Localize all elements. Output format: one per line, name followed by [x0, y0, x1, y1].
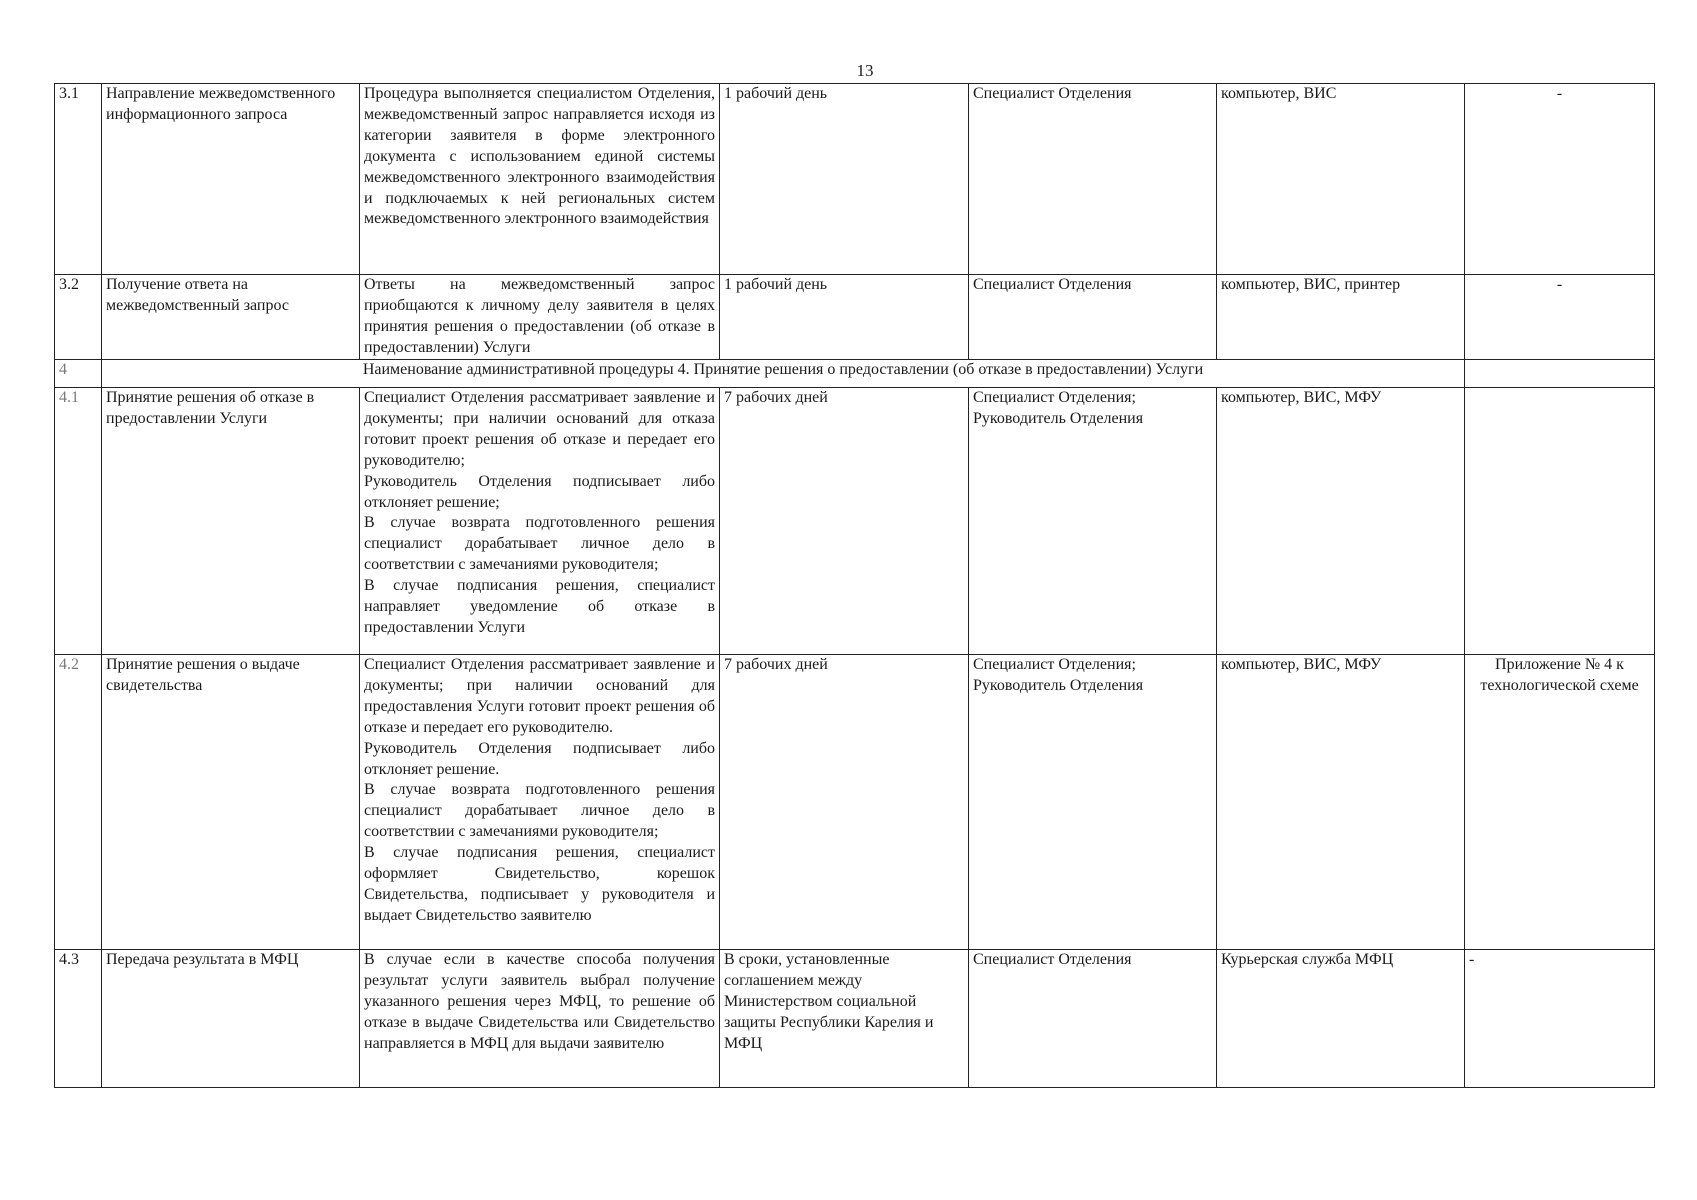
description-paragraph: Процедура выполняется специалистом Отделения, межведомственный запрос направляется исходя из категории заявителя в форме электронного документа с использованием единой системы межведомственного электронного взаимодействия и подключаемых к ней региональных систем межведомственного электронного взаимодействия — [364, 85, 715, 228]
table-row — [55, 275, 1655, 360]
procedure-name: Принятие решения о выдаче свидетельства — [102, 655, 360, 950]
row-number: 4.1 — [55, 388, 102, 655]
description-paragraph: В случае возврата подготовленного решения специалист дорабатывает личное дело в соответствии с замечаниями руководителя; — [364, 514, 715, 574]
row-number: 4.3 — [55, 950, 102, 1088]
section-header: Наименование административной процедуры 4. Принятие решения о предоставлении (об отказе в предоставлении) Услуги — [102, 360, 1465, 388]
procedure-documents: - — [1465, 950, 1655, 1088]
description-paragraph: Руководитель Отделения подписывает либо отклоняет решение; — [364, 472, 715, 511]
empty-cell — [1465, 360, 1655, 388]
procedure-description — [360, 84, 720, 275]
section-header-row — [55, 360, 1655, 388]
table-row — [55, 84, 1655, 275]
row-number: 3.1 — [55, 84, 102, 275]
procedure-table — [54, 83, 1655, 1088]
procedure-documents: - — [1465, 84, 1655, 275]
procedure-description — [360, 275, 720, 360]
row-number: 3.2 — [55, 275, 102, 360]
table-row — [55, 950, 1655, 1088]
procedure-resources: компьютер, ВИС, принтер — [1217, 275, 1465, 360]
procedure-documents: - — [1465, 275, 1655, 360]
row-number: 4 — [55, 360, 102, 388]
procedure-executor — [969, 655, 1217, 950]
procedure-term: 7 рабочих дней — [720, 655, 969, 950]
description-paragraph: Специалист Отделения рассматривает заявление и документы; при наличии оснований для отказа готовит проект решения об отказе и передает его руководителю; — [364, 389, 715, 469]
procedure-name: Получение ответа на межведомственный запрос — [102, 275, 360, 360]
table-row — [55, 388, 1655, 655]
procedure-documents — [1465, 388, 1655, 655]
description-paragraph: Ответы на межведомственный запрос приобщаются к личному делу заявителя в целях принятия решения о предоставлении (об отказе в предоставлении) Услуги — [364, 276, 715, 356]
procedure-documents: Приложение № 4 к технологической схеме — [1465, 655, 1655, 950]
executor-line: Руководитель Отделения — [973, 409, 1144, 427]
procedure-resources: компьютер, ВИС — [1217, 84, 1465, 275]
description-paragraph: Руководитель Отделения подписывает либо отклоняет решение. — [364, 739, 715, 778]
procedure-executor: Специалист Отделения — [969, 950, 1217, 1088]
procedure-executor: Специалист Отделения — [969, 275, 1217, 360]
procedure-executor — [969, 388, 1217, 655]
executor-line: Руководитель Отделения — [973, 676, 1144, 694]
executor-line: Специалист Отделения; — [973, 389, 1136, 406]
page-number: 13 — [856, 61, 874, 80]
procedure-executor: Специалист Отделения — [969, 84, 1217, 275]
procedure-resources: Курьерская служба МФЦ — [1217, 950, 1465, 1088]
executor-line: Специалист Отделения; — [973, 656, 1136, 673]
procedure-resources: компьютер, ВИС, МФУ — [1217, 655, 1465, 950]
procedure-description — [360, 655, 720, 950]
procedure-term: 7 рабочих дней — [720, 388, 969, 655]
table-row — [55, 655, 1655, 950]
procedure-name: Передача результата в МФЦ — [102, 950, 360, 1088]
description-paragraph: Специалист Отделения рассматривает заявление и документы; при наличии оснований для предоставления Услуги готовит проект решения об отказе и передает его руководителю. — [364, 656, 715, 736]
procedure-term: 1 рабочий день — [720, 84, 969, 275]
description-paragraph: В случае если в качестве способа получения результат услуги заявитель выбрал получение указанного решения через МФЦ, то решение об отказе в выдаче Свидетельства или Свидетельство направляется в МФЦ для выдачи заявителю — [364, 951, 715, 1052]
description-paragraph: В случае подписания решения, специалист направляет уведомление об отказе в предоставлении Услуги — [364, 577, 715, 636]
procedure-resources: компьютер, ВИС, МФУ — [1217, 388, 1465, 655]
procedure-term: В сроки, установленные соглашением между Министерством социальной защиты Республики Карелия и МФЦ — [720, 950, 969, 1088]
procedure-term: 1 рабочий день — [720, 275, 969, 360]
description-paragraph: В случае возврата подготовленного решения специалист дорабатывает личное дело в соответствии с замечаниями руководителя; — [364, 781, 715, 841]
row-number: 4.2 — [55, 655, 102, 950]
procedure-description — [360, 950, 720, 1088]
procedure-description — [360, 388, 720, 655]
procedure-name: Направление межведомственного информационного запроса — [102, 84, 360, 275]
description-paragraph: В случае подписания решения, специалист оформляет Свидетельство, корешок Свидетельства, подписывает у руководителя и выдает Свидетельство заявителю — [364, 844, 715, 924]
procedure-name: Принятие решения об отказе в предоставлении Услуги — [102, 388, 360, 655]
